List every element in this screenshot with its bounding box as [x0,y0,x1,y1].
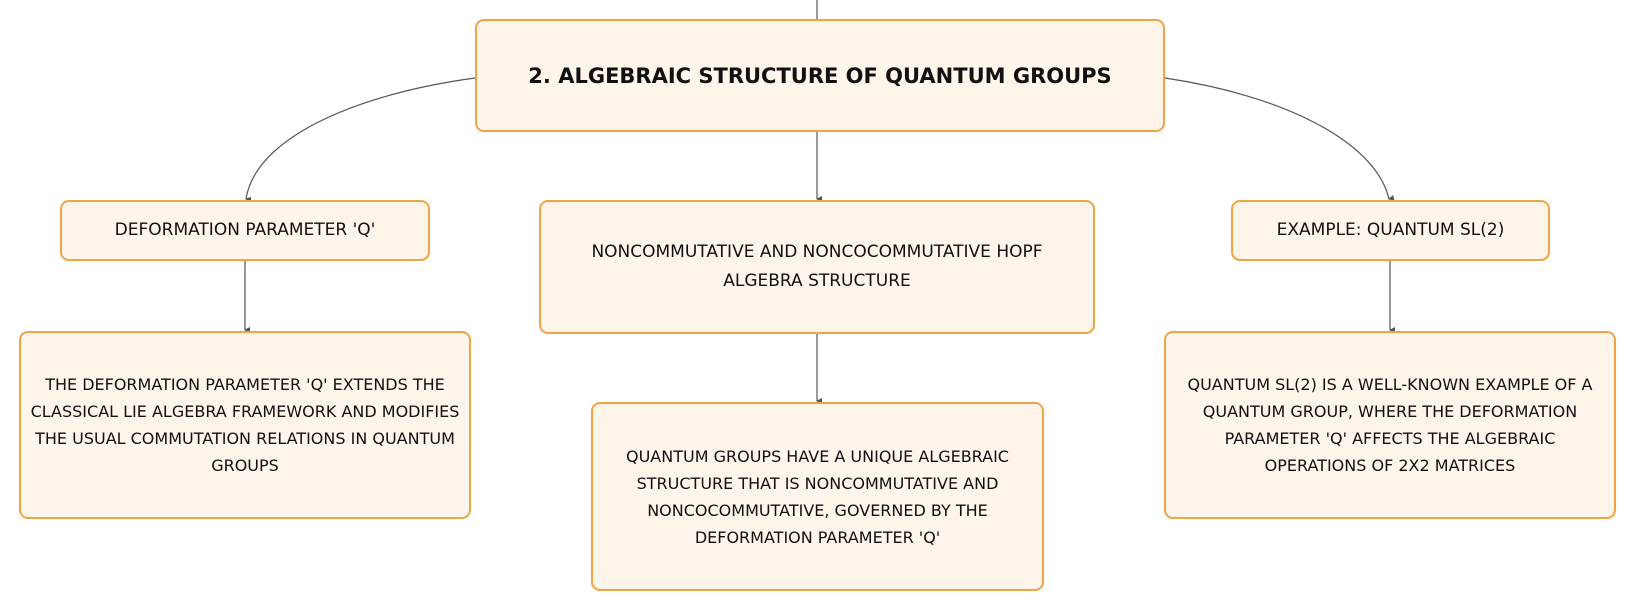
node-hopf-algebra-structure-detail-text: QUANTUM GROUPS HAVE A UNIQUE ALGEBRAIC STRUCTURE THAT IS NONCOMMUTATIVE AND NONCOCOMMUTATIVE, GOVERNED BY THE DEFORMATION PARAMETER 'Q' [626,446,1009,547]
root-node-label: 2. ALGEBRAIC STRUCTURE OF QUANTUM GROUPS [528,63,1112,88]
connector-root-to-example [1165,78,1389,199]
node-example-quantum-sl2[interactable] [1231,200,1550,261]
node-hopf-algebra-structure-detail[interactable] [591,402,1044,591]
node-deformation-parameter-label: DEFORMATION PARAMETER 'Q' [114,220,376,240]
node-deformation-parameter[interactable] [60,200,430,261]
node-example-quantum-sl2-detail-text: QUANTUM SL(2) IS A WELL-KNOWN EXAMPLE OF A QUANTUM GROUP, WHERE THE DEFORMATION PARAMETER 'Q' AFFECTS THE ALGEBRAIC OPERATIONS OF 2X2 MATRICES [1187,375,1593,475]
node-example-quantum-sl2-label: EXAMPLE: QUANTUM SL(2) [1276,220,1505,240]
connector-root-to-deformation [246,78,475,199]
root-node[interactable] [475,19,1165,132]
node-deformation-parameter-detail-text: THE DEFORMATION PARAMETER 'Q' EXTENDS THE CLASSICAL LIE ALGEBRA FRAMEWORK AND MODIFIES THE USUAL COMMUTATION RELATIONS IN QUANTUM GROUPS [30,375,460,475]
node-deformation-parameter-detail[interactable] [19,331,471,519]
node-hopf-algebra-structure-label: NONCOMMUTATIVE AND NONCOCOMMUTATIVE HOPF ALGEBRA STRUCTURE [591,242,1043,291]
node-hopf-algebra-structure[interactable] [539,200,1095,334]
node-example-quantum-sl2-detail[interactable] [1164,331,1616,519]
